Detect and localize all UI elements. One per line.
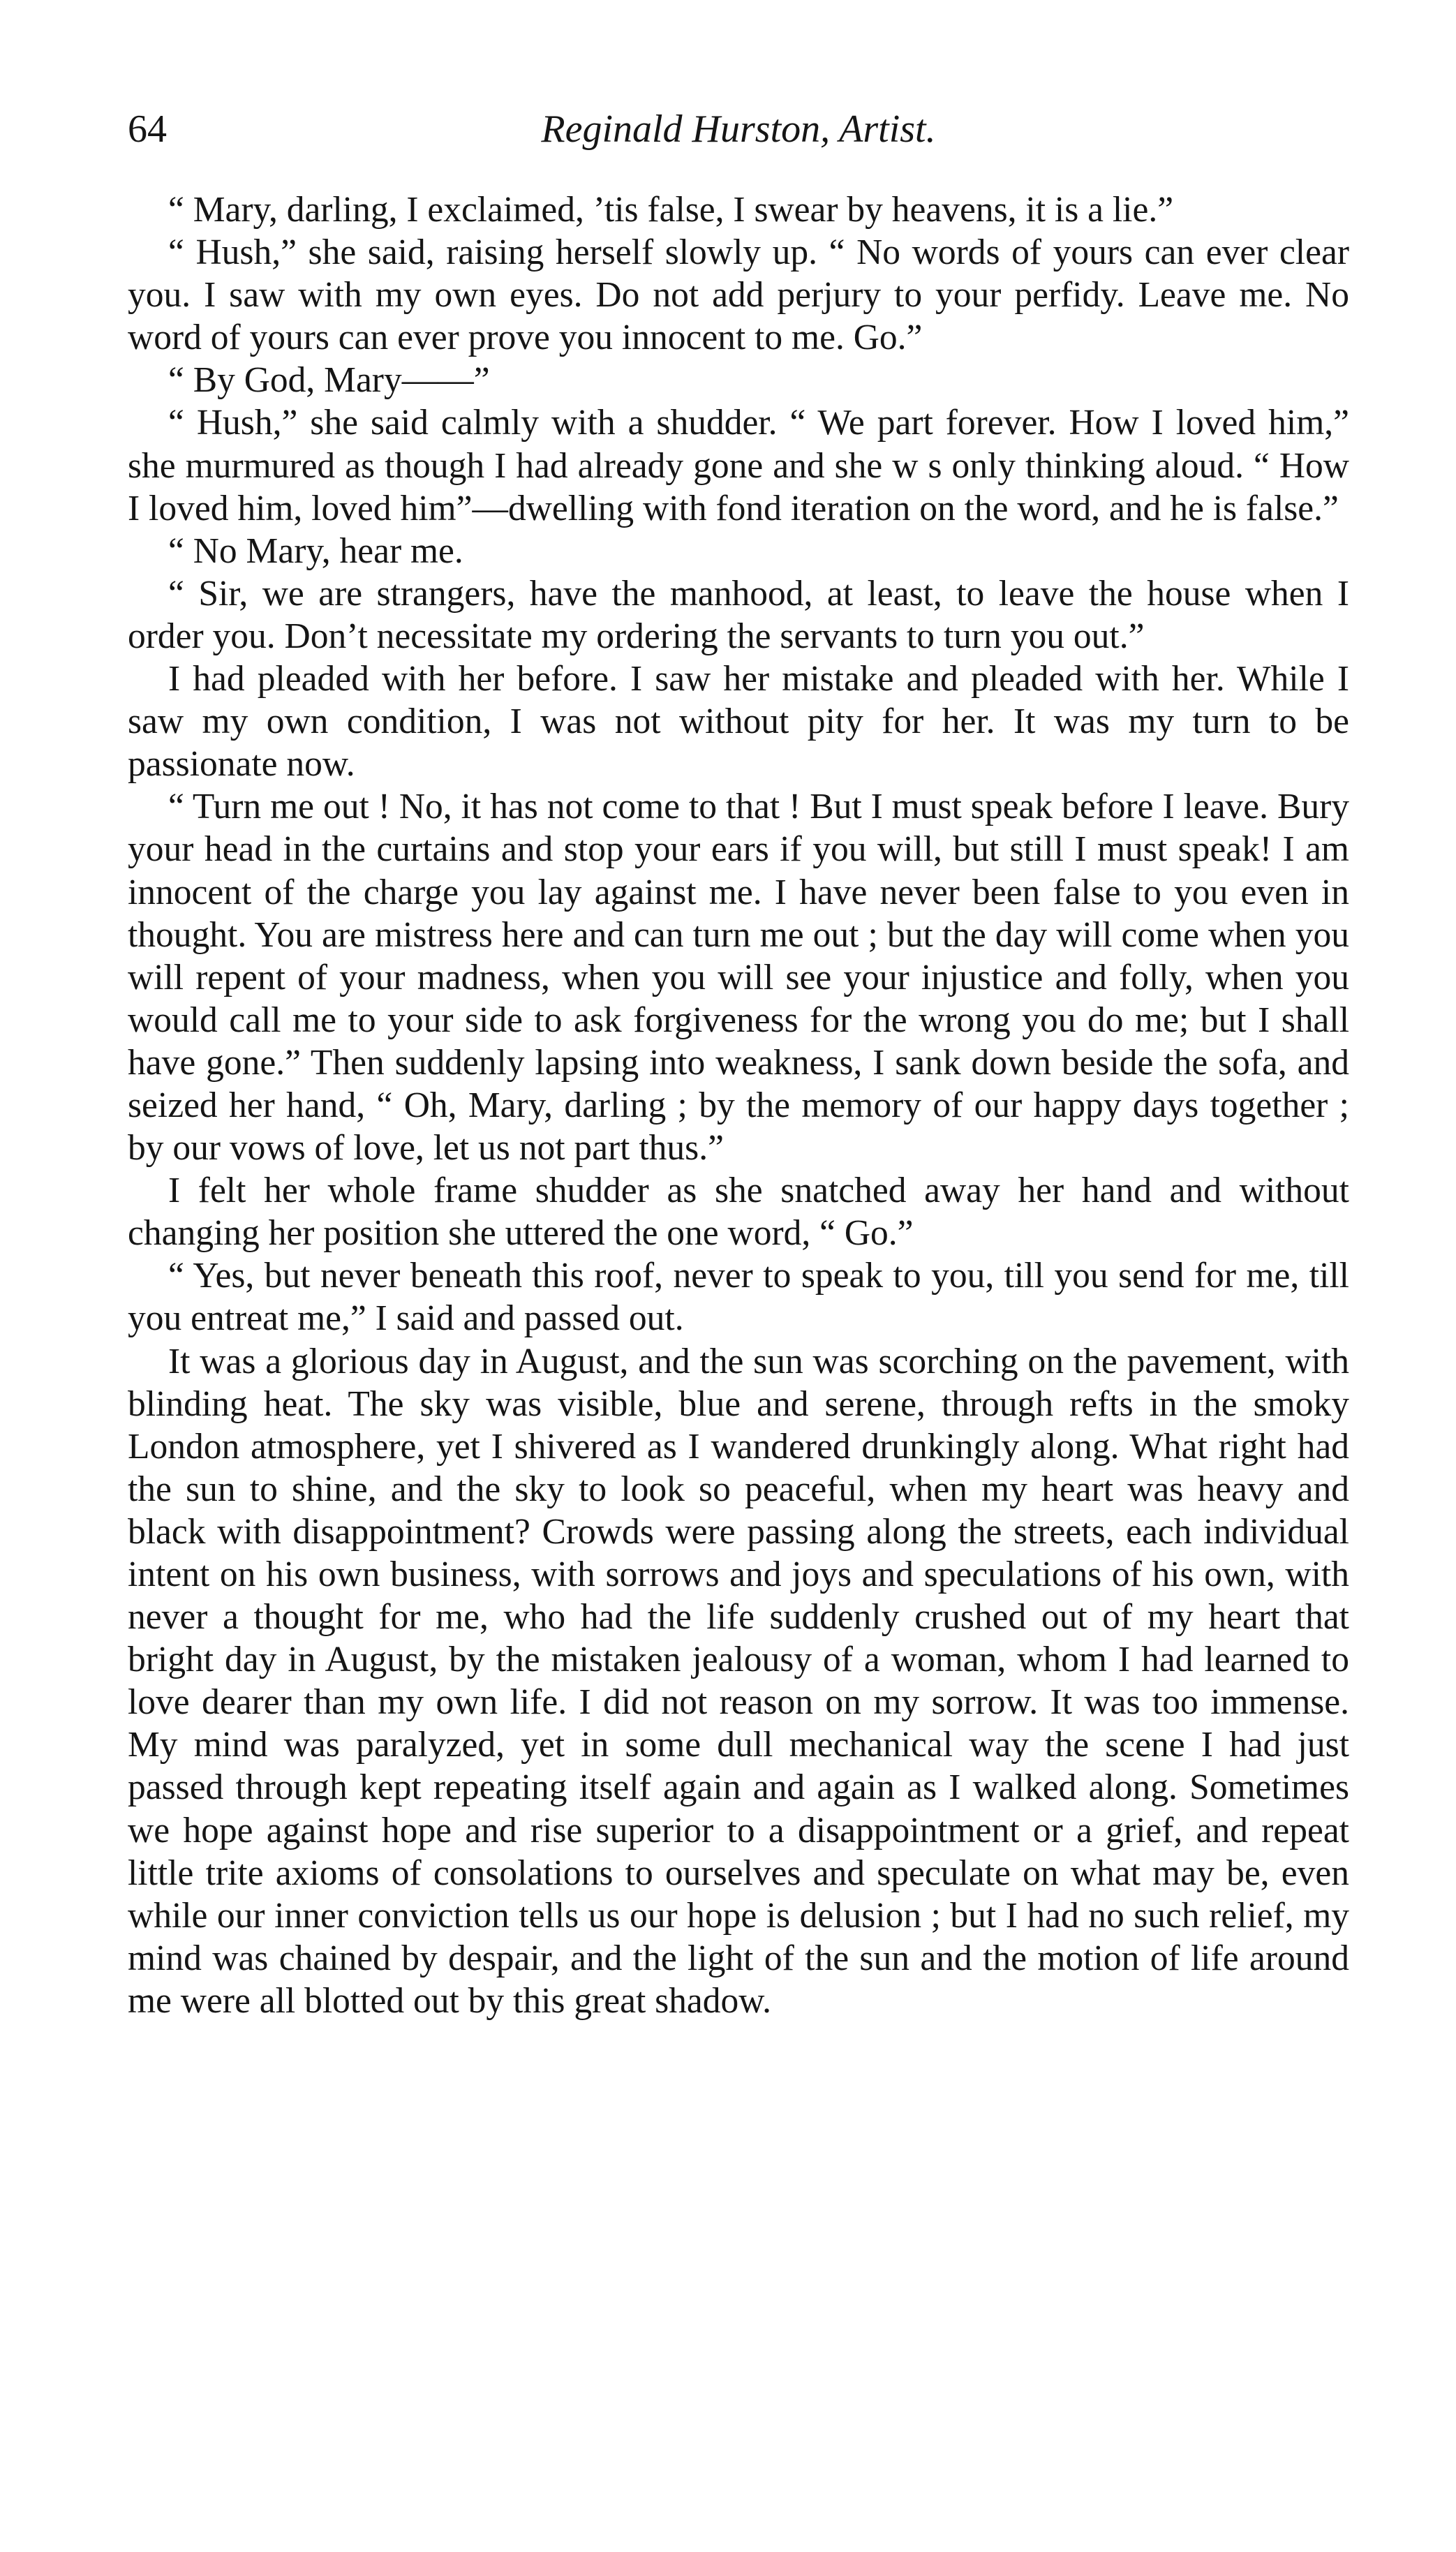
paragraph: “ Yes, but never beneath this roof, never to speak to you, till you send for me, till you entreat me,” I said and passed out.	[128, 1256, 1349, 1339]
book-page	[128, 98, 1349, 2022]
paragraph: “ No Mary, hear me.	[168, 531, 463, 571]
paragraph: “ Mary, darling, I exclaimed, ’tis false, I swear by heavens, it is a lie.”	[168, 190, 1174, 230]
paragraph: I had pleaded with her before. I saw her mistake and pleaded with her. While I saw my own condition, I was not without pity for her. It was my turn to be passionate now.	[128, 659, 1349, 785]
paragraph: “ By God, Mary——”	[168, 360, 490, 401]
paragraph: I felt her whole frame shudder as she snatched away her hand and without changing her position she uttered the one word, “ Go.”	[128, 1171, 1349, 1254]
paragraph: “ Hush,” she said calmly with a shudder. “ We part forever. How I loved him,” she murmured as though I had already gone and she w s only thinking aloud. “ How I loved him, loved him”—dwelling with fond iteration on the word, and he is false.”	[128, 403, 1349, 528]
paragraph: It was a glorious day in August, and the sun was scorching on the pavement, with blinding heat. The sky was visible, blue and serene, through refts in the smoky London atmosphere, yet I shivered as I wandered drunkingly along. What right had the sun to shine, and the sky to look so peaceful, when my heart was heavy and black with disappointment? Crowds were passing along the streets, each individual intent on his own business, with sorrows and joys and speculations of his own, with never a thought for me, who had the life suddenly crushed out of my heart that bright day in August, by the mistaken jealousy of a woman, whom I had learned to love dearer than my own life. I did not reason on my sorrow. It was too immense. My mind was paralyzed, yet in some dull mechanical way the scene I had just passed through kept repeating itself again and again as I walked along. Sometimes we hope against hope and rise superior to a disappointment or a grief, and repeat little trite axioms of consolations to ourselves and speculate on what may be, even while our inner conviction tells us our hope is delusion ; but I had no such relief, my mind was chained by despair, and the light of the sun and the motion of life around me were all blotted out by this great shadow.	[128, 1341, 1349, 2021]
running-title: Reginald Hurston, Artist.	[541, 107, 936, 151]
paragraph: “ Hush,” she said, raising herself slowly up. “ No words of yours can ever clear you. I saw with my own eyes. Do not add perjury to your perfidy. Leave me. No word of yours can ever prove you innocent to me. Go.”	[128, 232, 1349, 358]
body-text	[128, 188, 1349, 2022]
running-head	[128, 98, 1349, 161]
paragraph: “ Sir, we are strangers, have the manhood, at least, to leave the house when I order you. Don’t necessitate my ordering the servants to turn you out.”	[128, 573, 1349, 656]
paragraph: “ Turn me out ! No, it has not come to that ! But I must speak before I leave. Bury your head in the curtains and stop your ears if you will, but still I must speak! I am innocent of the charge you lay against me. I have never been false to you even in thought. You are mistress here and can turn me out ; but the day will come when you will repent of your madness, when you will see your injustice and folly, when you would call me to your side to ask forgiveness for the wrong you do me; but I shall have gone.” Then suddenly lapsing into weakness, I sank down beside the sofa, and seized her hand, “ Oh, Mary, darling ; by the memory of our happy days together ; by our vows of love, let us not part thus.”	[128, 787, 1349, 1169]
page-number: 64	[128, 107, 167, 151]
